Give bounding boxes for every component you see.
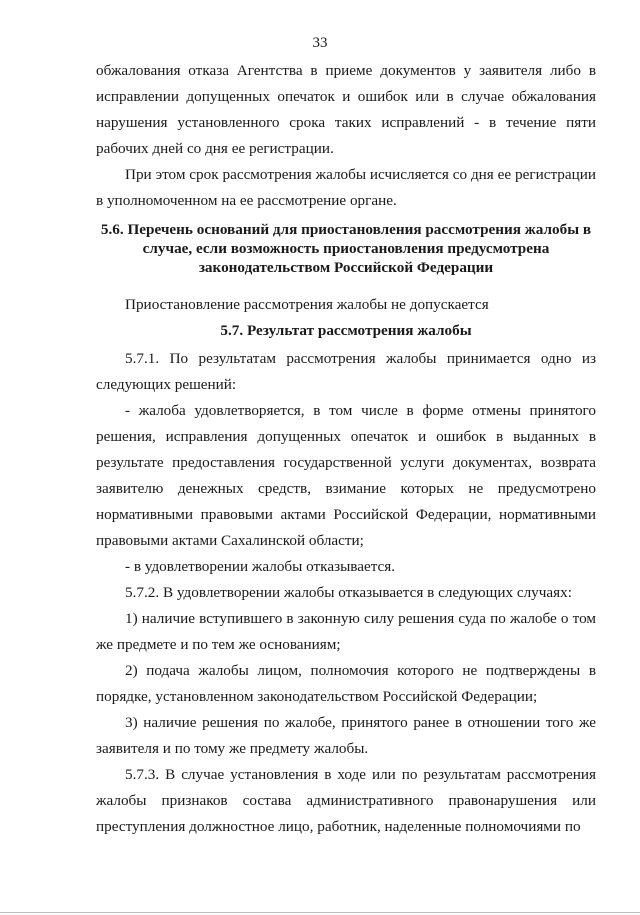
paragraph-appeal-deadline: обжалования отказа Агентства в приеме документов у заявителя либо в исправлении допущенных опечаток и ошибок или в случае обжалования нарушения установленного срока таких исправлений - в течение пяти рабочих дней со дня ее регистрации. <box>96 62 596 157</box>
paragraph-reason-3: 3) наличие решения по жалобе, принятого ранее в отношении того же заявителя и по тому же предмету жалобы. <box>96 714 596 757</box>
paragraph-suspension-not-allowed: Приостановление рассмотрения жалобы не допускается <box>125 296 489 313</box>
paragraph-complaint-satisfied: - жалоба удовлетворяется, в том числе в форме отмены принятого решения, исправления допущенных опечаток и ошибок в выданных в результате предоставления государственной услуги документах, возврата заявителю денежных средств, взимание которых не предусмотрено нормативными правовыми актами Российской Федерации, нормативными правовыми актами Сахалинской области; <box>96 402 596 549</box>
paragraph-5-7-3: 5.7.3. В случае установления в ходе или по результатам рассмотрения жалобы признаков состава административного правонарушения или преступления должностное лицо, работник, наделенные полномочиями по <box>96 766 596 835</box>
paragraph-5-7-1: 5.7.1. По результатам рассмотрения жалобы принимается одно из следующих решений: <box>96 350 596 393</box>
paragraph-reason-2: 2) подача жалобы лицом, полномочия которого не подтверждены в порядке, установленном законодательством Российской Федерации; <box>96 662 596 705</box>
paragraph-complaint-rejected: - в удовлетворении жалобы отказывается. <box>125 558 396 575</box>
bottom-rule <box>0 912 640 913</box>
document-body <box>96 58 596 840</box>
section-heading-5-6: 5.6. Перечень оснований для приостановления рассмотрения жалобы в случае, если возможность приостановления предусмотрена законодательством Российской Федерации <box>100 221 592 276</box>
page-number: 33 <box>312 35 328 51</box>
section-heading-5-7: 5.7. Результат рассмотрения жалобы <box>220 322 472 339</box>
paragraph-5-7-2: 5.7.2. В удовлетворении жалобы отказывается в следующих случаях: <box>125 584 572 601</box>
paragraph-reason-1: 1) наличие вступившего в законную силу решения суда по жалобе о том же предмете и по тем же основаниям; <box>96 610 596 653</box>
paragraph-term-calculation: При этом срок рассмотрения жалобы исчисляется со дня ее регистрации в уполномоченном на ее рассмотрение органе. <box>96 166 596 209</box>
